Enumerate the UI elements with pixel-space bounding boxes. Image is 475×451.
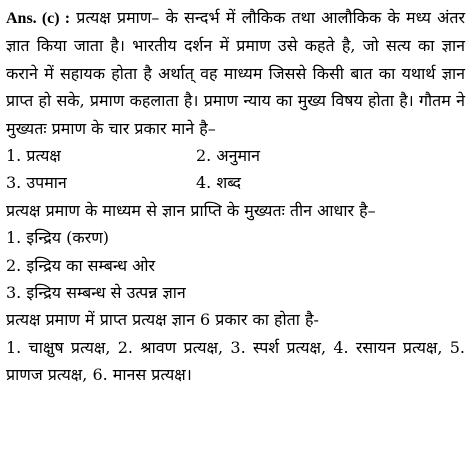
basis-item: 2. इन्द्रिय का सम्बन्ध ओर [6,255,156,275]
answer-label: Ans. (c) : [6,10,71,27]
kinds-list-paragraph: 1. चाक्षुष प्रत्यक्ष, 2. श्रावण प्रत्यक्ष, 3. स्पर्श प्रत्यक्ष, 4. रसायन प्रत्यक्ष, 5. प्राणज प्रत्यक्ष, 6. मानस प्रत्यक्ष। [6,337,465,385]
pramana-type-item: 2. अनुमान [196,146,261,166]
answer-intro-paragraph [6,4,465,142]
basis-heading: प्रत्यक्ष प्रमाण के माध्यम से ज्ञान प्राप्ति के मुख्यतः तीन आधार है– [6,200,376,220]
pramana-type-item: 1. प्रत्यक्ष [6,146,61,166]
pramana-types-row [6,142,465,169]
basis-item: 3. इन्द्रिय सम्बन्ध से उत्पन्न ज्ञान [6,282,186,302]
basis-item: 1. इन्द्रिय (करण) [6,228,110,248]
answer-intro-text: प्रत्यक्ष प्रमाण– के सन्दर्भ में लौकिक तथा आलौकिक के मध्य अंतर ज्ञात किया जाता है। भारतीय दर्शन में प्रमाण उसे कहते है, जो सत्य का ज्ञान कराने में सहायक होता है अर्थात् वह माध्यम जिससे किसी बात का यथार्थ ज्ञान प्राप्त हो सके, प्रमाण कहलाता है। प्रमाण न्याय का मुख्य विषय होता है। गौतम ने मुख्यतः प्रमाण के चार प्रकार माने है– [6,8,466,138]
pramana-type-item: 3. उपमान [6,173,67,193]
pramana-types-row [6,169,465,196]
kinds-heading: प्रत्यक्ष प्रमाण में प्राप्त प्रत्यक्ष ज्ञान 6 प्रकार का होता है- [6,310,319,330]
pramana-type-item: 4. शब्द [196,173,242,193]
